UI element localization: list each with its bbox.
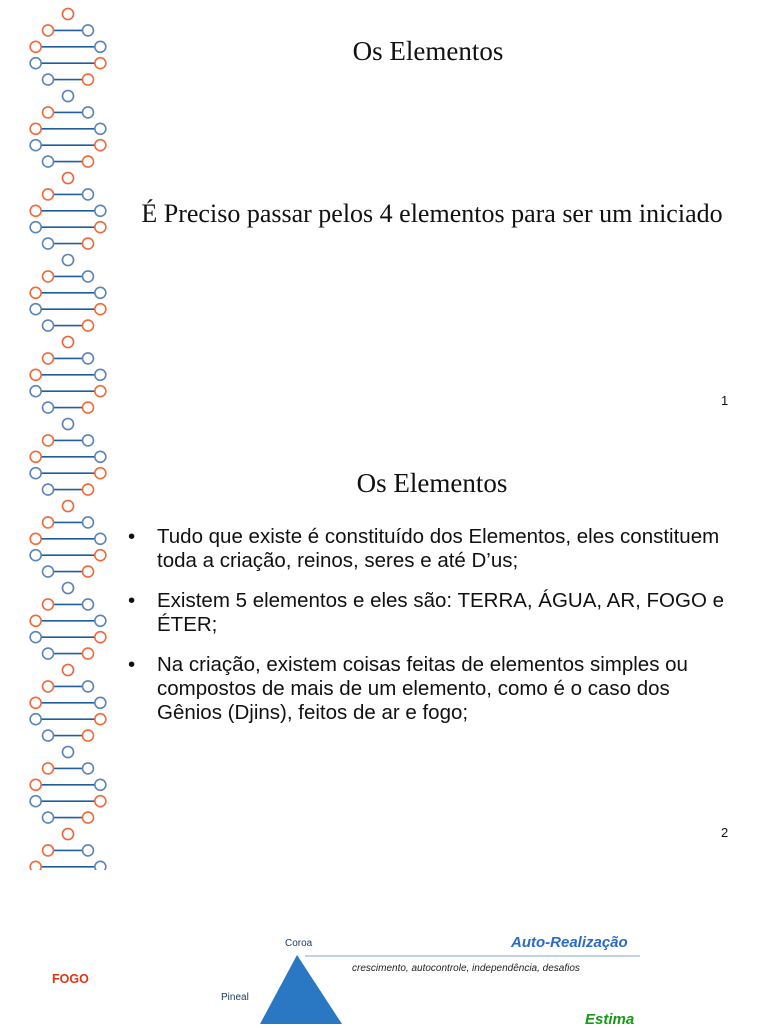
helix-node-icon [63,337,74,348]
helix-node-icon [63,91,74,102]
helix-node-icon [30,451,41,462]
slide-2-page-number: 2 [721,825,729,840]
helix-node-icon [63,9,74,20]
helix-node-icon [82,599,93,610]
helix-node-icon [82,648,93,659]
helix-node-icon [82,845,93,856]
helix-node-icon [30,796,41,807]
helix-node-icon [95,451,106,462]
helix-node-icon [95,468,106,479]
helix-node-icon [95,533,106,544]
helix-node-icon [30,714,41,725]
helix-node-icon [43,681,54,692]
helix-node-icon [95,550,106,561]
helix-node-icon [82,320,93,331]
helix-node-icon [43,402,54,413]
helix-node-icon [82,74,93,85]
helix-node-icon [95,287,106,298]
helix-node-icon [82,681,93,692]
dna-helix-decoration [0,0,120,870]
helix-node-icon [43,435,54,446]
helix-node-icon [30,222,41,233]
helix-node-icon [43,156,54,167]
helix-node-icon [43,320,54,331]
helix-node-icon [43,648,54,659]
helix-node-icon [95,779,106,790]
helix-node-icon [43,566,54,577]
coroa-label: Coroa [285,938,313,949]
helix-node-icon [63,583,74,594]
helix-node-icon [95,369,106,380]
helix-node-icon [82,730,93,741]
helix-node-icon [82,25,93,36]
helix-node-icon [63,173,74,184]
helix-node-icon [95,615,106,626]
pineal-label: Pineal [221,992,249,1003]
helix-node-icon [43,845,54,856]
helix-node-icon [82,156,93,167]
helix-node-icon [95,714,106,725]
helix-node-icon [43,599,54,610]
helix-node-icon [82,517,93,528]
helix-node-icon [82,189,93,200]
fogo-label: FOGO [52,972,89,986]
helix-node-icon [95,222,106,233]
helix-node-icon [82,435,93,446]
bullet-text: Existem 5 elementos e eles são: TERRA, ÁGUA, AR, FOGO e ÉTER; [157,589,724,636]
pyramid-graphic [0,900,768,1024]
helix-node-icon [82,812,93,823]
helix-node-icon [30,779,41,790]
helix-node-icon [82,238,93,249]
helix-node-icon [95,796,106,807]
helix-node-icon [30,386,41,397]
helix-node-icon [95,632,106,643]
helix-node-icon [43,812,54,823]
helix-node-icon [30,861,41,870]
helix-node-icon [43,484,54,495]
helix-node-icon [30,140,41,151]
helix-node-icon [30,123,41,134]
helix-node-icon [43,353,54,364]
helix-node-icon [43,238,54,249]
slide-1-title: Os Elementos [352,36,504,66]
helix-node-icon [30,287,41,298]
helix-node-icon [95,304,106,315]
bullet-icon: • [128,589,136,612]
helix-node-icon [95,123,106,134]
helix-node-icon [82,353,93,364]
bullet-item [128,653,738,725]
estima-label: Estima [585,1011,635,1028]
bullet-text: Tudo que existe é constituído dos Elementos, eles constituem toda a criação, reinos, seres e até D’us; [157,525,720,572]
auto-realizacao-description: crescimento, autocontrole, independência, desafios [352,963,580,974]
helix-node-icon [30,369,41,380]
helix-node-icon [82,107,93,118]
slide-3-partial [0,900,768,1024]
helix-node-icon [82,566,93,577]
helix-node-icon [43,763,54,774]
helix-node-icon [30,632,41,643]
helix-node-icon [43,730,54,741]
helix-node-icon [82,402,93,413]
bullet-icon: • [128,653,136,676]
helix-node-icon [30,697,41,708]
helix-node-icon [82,484,93,495]
helix-node-icon [63,501,74,512]
helix-node-icon [95,861,106,870]
helix-node-icon [95,205,106,216]
helix-node-icon [43,517,54,528]
helix-node-icon [30,533,41,544]
helix-node-icon [63,665,74,676]
helix-node-icon [43,74,54,85]
helix-node-icon [30,550,41,561]
helix-node-icon [82,271,93,282]
helix-node-icon [63,747,74,758]
helix-node-icon [30,205,41,216]
helix-node-icon [95,386,106,397]
helix-node-icon [43,271,54,282]
bullet-icon: • [128,525,136,548]
helix-node-icon [30,304,41,315]
slide-2-bullet-list [128,525,738,741]
pyramid-icon [260,955,342,1024]
slide-2-title: Os Elementos [356,468,508,498]
slide-1-subtitle: É Preciso passar pelos 4 elementos para ser um iniciado [141,199,723,228]
helix-node-icon [43,107,54,118]
helix-node-icon [63,829,74,840]
bullet-text: Na criação, existem coisas feitas de elementos simples ou compostos de mais de um elemento, como é o caso dos Gênios (Djins), feitos de ar e fogo; [157,653,688,724]
helix-node-icon [30,468,41,479]
helix-node-icon [30,58,41,69]
bullet-item [128,589,738,637]
helix-node-icon [30,41,41,52]
slide-1-page-number: 1 [721,393,729,408]
helix-node-icon [95,41,106,52]
helix-node-icon [95,697,106,708]
helix-node-icon [82,763,93,774]
helix-node-icon [30,615,41,626]
helix-node-icon [43,189,54,200]
helix-node-icon [63,419,74,430]
helix-node-icon [43,25,54,36]
helix-node-icon [95,58,106,69]
helix-node-icon [95,140,106,151]
bullet-item [128,525,738,573]
auto-realizacao-label: Auto-Realização [511,934,628,951]
helix-node-icon [63,255,74,266]
